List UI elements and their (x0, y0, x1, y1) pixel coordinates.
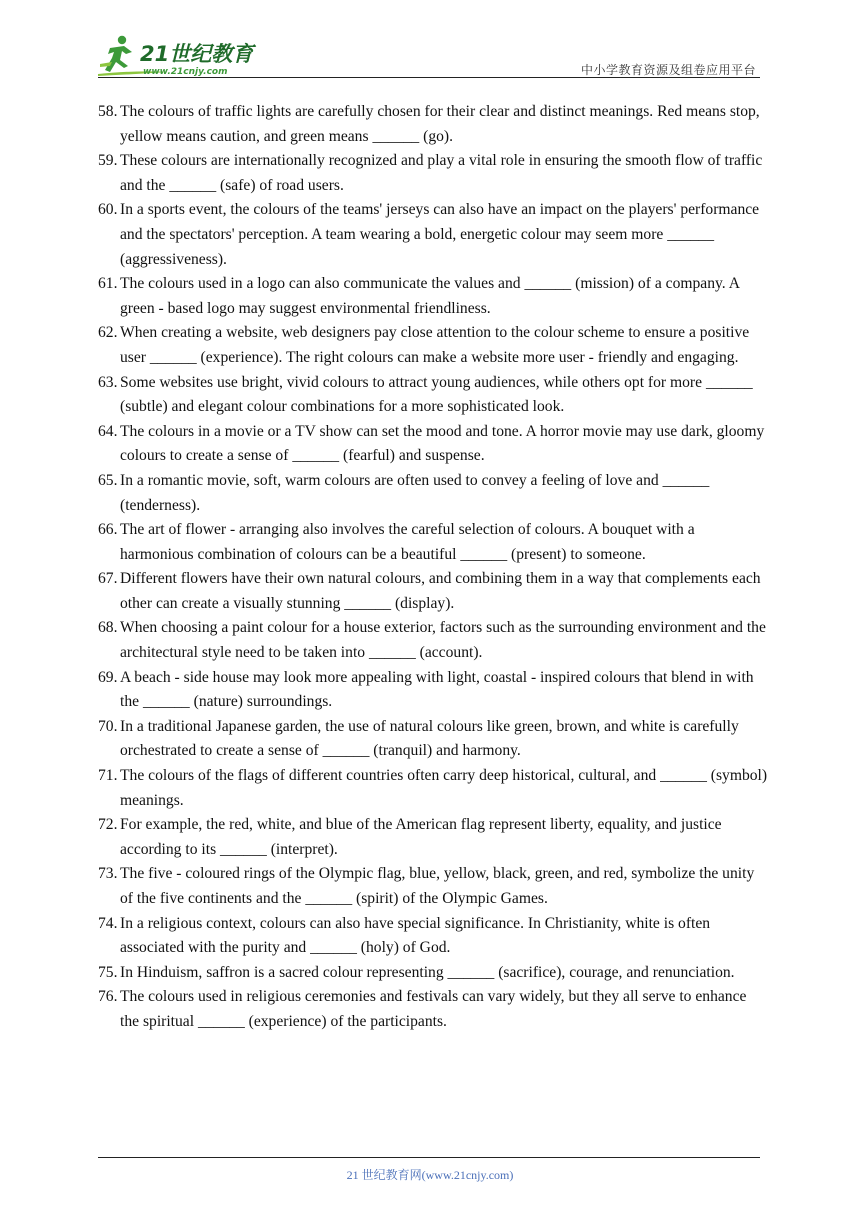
question-item (98, 321, 768, 370)
question-text: These colours are internationally recognized and play a vital role in ensuring the smooth flow of traffic and the ______ (safe) of road users. (120, 152, 763, 194)
question-number: 63. (98, 373, 118, 391)
question-number: 71. (98, 767, 118, 785)
question-item (98, 862, 768, 911)
question-item (98, 764, 768, 813)
question-text: When creating a website, web designers pay close attention to the colour scheme to ensure a positive user ______ (experience). The right colours can make a website more user - friendly and engaging. (120, 324, 750, 366)
logo-url: www.21cnjy.com (143, 67, 228, 77)
question-text: In a religious context, colours can also have special significance. In Christianity, white is often associated with the purity and ______ (holy) of God. (120, 914, 711, 957)
site-logo (98, 34, 268, 78)
running-figure-logo-icon (98, 34, 268, 78)
logo-title: 21世纪教育 (140, 42, 254, 66)
question-text: Some websites use bright, vivid colours to attract young audiences, while others opt for more ______ (subtle) and elegant colour combinations for a more sophisticated look. (120, 373, 753, 416)
question-item (98, 371, 768, 420)
question-number: 59. (98, 152, 118, 170)
question-number: 67. (98, 570, 118, 588)
question-number: 61. (98, 275, 118, 293)
question-list (98, 100, 768, 1035)
question-number: 68. (98, 619, 118, 637)
question-item (98, 100, 768, 149)
question-item (98, 961, 768, 986)
question-text: In a traditional Japanese garden, the use of natural colours like green, brown, and white is carefully orchestrated to create a sense of ______ (tranquil) and harmony. (120, 717, 739, 760)
question-text: In Hinduism, saffron is a sacred colour representing ______ (sacrifice), courage, and renunciation. (120, 963, 735, 981)
question-number: 64. (98, 422, 118, 440)
question-number: 73. (98, 865, 118, 883)
page-header (98, 34, 760, 78)
question-item (98, 518, 768, 567)
question-number: 60. (98, 201, 118, 219)
question-item (98, 985, 768, 1034)
question-item (98, 715, 768, 764)
question-item (98, 666, 768, 715)
question-text: Different flowers have their own natural colours, and combining them in a way that complements each other can create a visually stunning ______ (display). (120, 570, 761, 612)
question-number: 74. (98, 914, 118, 932)
question-number: 75. (98, 963, 118, 981)
header-divider (98, 77, 760, 78)
question-item (98, 567, 768, 616)
question-number: 58. (98, 103, 118, 120)
footer-divider (98, 1157, 760, 1158)
question-number: 76. (98, 988, 118, 1006)
question-number: 65. (98, 471, 118, 489)
question-item (98, 149, 768, 198)
question-item (98, 912, 768, 961)
question-item (98, 420, 768, 469)
question-text: The colours used in a logo can also communicate the values and ______ (mission) of a company. A green - based logo may suggest environmental friendliness. (120, 275, 740, 317)
question-text: A beach - side house may look more appealing with light, coastal - inspired colours that blend in with the ______ (nature) surroundings. (120, 668, 754, 711)
question-item (98, 469, 768, 518)
question-item (98, 198, 768, 272)
question-number: 66. (98, 521, 118, 539)
question-text: When choosing a paint colour for a house exterior, factors such as the surrounding environment and the architectural style need to be taken into ______ (account). (120, 619, 766, 662)
question-text: The art of flower - arranging also involves the careful selection of colours. A bouquet with a harmonious combination of colours can be a beautiful ______ (present) to someone. (120, 521, 695, 563)
question-text: The colours of traffic lights are carefully chosen for their clear and distinct meanings. Red means stop, yellow means caution, and green means ______ (go). (120, 103, 760, 145)
question-number: 62. (98, 324, 118, 342)
question-text: In a romantic movie, soft, warm colours are often used to convey a feeling of love and ______ (tenderness). (120, 471, 710, 514)
question-item (98, 813, 768, 862)
question-text: The colours in a movie or a TV show can set the mood and tone. A horror movie may use dark, gloomy colours to create a sense of ______ (fearful) and suspense. (120, 422, 765, 465)
question-number: 69. (98, 668, 118, 686)
question-text: In a sports event, the colours of the teams' jerseys can also have an impact on the players' performance and the spectators' perception. A team wearing a bold, energetic colour may seem more ______ (aggressiveness). (120, 201, 760, 268)
question-number: 72. (98, 816, 118, 834)
footer-link[interactable]: 21 世纪教育网(www.21cnjy.com) (346, 1168, 514, 1182)
question-item (98, 616, 768, 665)
header-platform-text: 中小学教育资源及组卷应用平台 (580, 63, 756, 77)
question-text: The colours of the flags of different countries often carry deep historical, cultural, and ______ (symbol) meanings. (120, 767, 768, 809)
question-item (98, 272, 768, 321)
question-number: 70. (98, 717, 118, 735)
question-text: The colours used in religious ceremonies and festivals can vary widely, but they all serve to enhance the spiritual ______ (experience) of the participants. (120, 988, 747, 1030)
question-text: The five - coloured rings of the Olympic flag, blue, yellow, black, green, and red, symbolize the unity of the five continents and the ______ (spirit) of the Olympic Games. (120, 865, 755, 907)
question-text: For example, the red, white, and blue of the American flag represent liberty, equality, and justice according to its ______ (interpret). (120, 816, 722, 858)
